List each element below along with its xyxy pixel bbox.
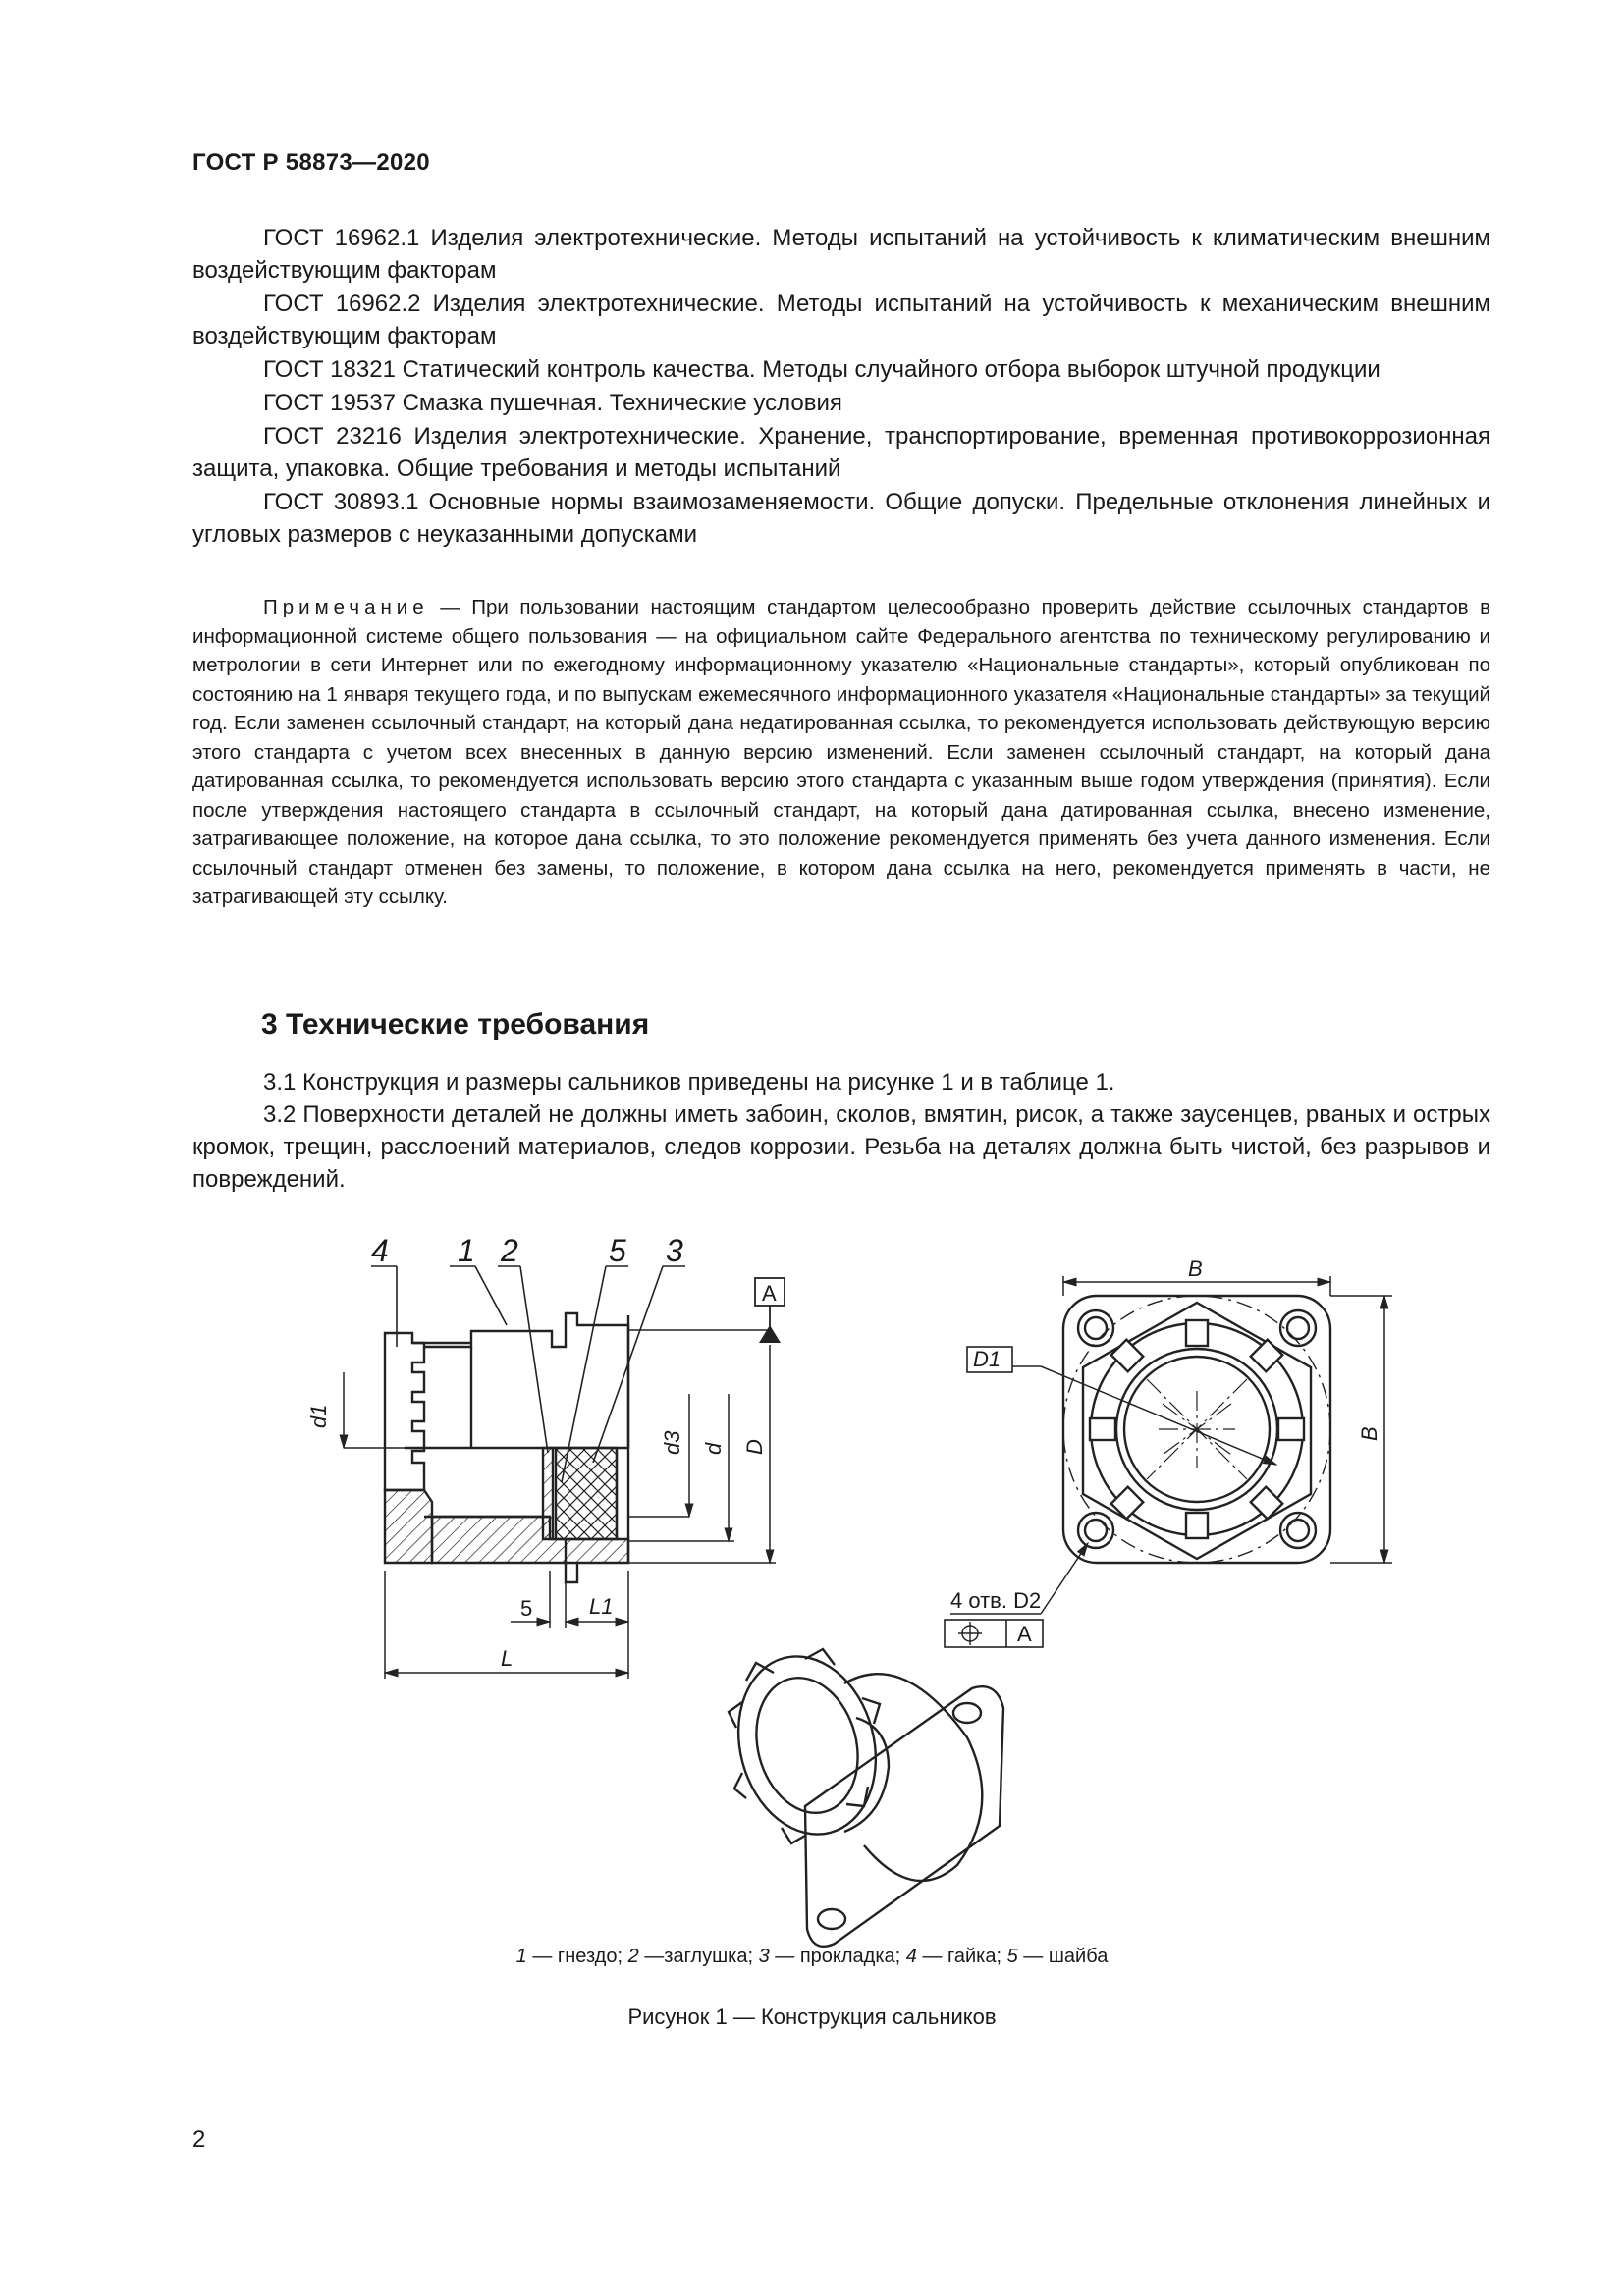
- front-view: [1063, 1296, 1330, 1563]
- isometric-view: [720, 1641, 1003, 1947]
- dim-5: 5: [520, 1596, 533, 1621]
- dim-B-top: B: [1188, 1256, 1203, 1281]
- note-text: — При пользовании настоящим стандартом целесообразно проверить действие ссылочных стандартов в информационной системе общего пользования — на официальном сайте Федерального агентства по техническому регулированию и метрологии в сети Интернет или по ежегодному информационному указателю «Национальные стандарты», который опубликован по состоянию на 1 января текущего года, и по выпускам ежемесячного информационного указателя «Национальные стандарты» за текущий год. Если заменен ссылочный стандарт, на который дана недатированная ссылка, то рекомендуется использовать действующую версию этого стандарта с учетом всех внесенных в данную версию изменений. Если заменен ссылочный стандарт, на который дана датированная ссылка, то рекомендуется использовать версию этого стандарта с указанным выше годом утверждения (принятия). Если после утверждения настоящего стандарта в ссылочный стандарт, на который дана датированная ссылка, внесено изменение, затрагивающее положение, на которое дана ссылка, то это положение рекомендуется применять без учета данного изменения. Если ссылочный стандарт отменен без замены, то положение, в котором дана ссылка на него, рекомендуется применять в части, не затрагивающей эту ссылку.: [192, 596, 1490, 908]
- figure-1-drawing: [0, 1217, 1624, 2002]
- figure-caption: Рисунок 1 — Конструкция сальников: [627, 2004, 997, 2029]
- paragraph-3-2: 3.2 Поверхности деталей не должны иметь забоин, сколов, вмятин, рисок, а также заусенцев, рваных и острых кромок, трещин, расслоений материалов, следов коррозии. Резьба на деталях должна быть чистой, без разрывов и повреждений.: [192, 1101, 1490, 1193]
- dim-D: D: [742, 1439, 767, 1455]
- reference-item: ГОСТ 16962.1 Изделия электротехнические. Методы испытаний на устойчивость к климатическим внешним воздействующим факторам: [192, 225, 1490, 284]
- legend-item: 3 — прокладка;: [758, 1946, 901, 1967]
- dim-L: L: [501, 1646, 514, 1671]
- figure-legend: [0, 1946, 1624, 1968]
- document-header: ГОСТ Р 58873—2020: [192, 149, 430, 176]
- page-number: 2: [192, 2126, 206, 2153]
- paragraph-3-1: 3.1 Конструкция и размеры сальников приведены на рисунке 1 и в таблице 1.: [263, 1069, 1115, 1095]
- dim-D1: D1: [973, 1347, 1001, 1371]
- legend-item: 4 — гайка;: [905, 1946, 1002, 1967]
- dim-d3: d3: [660, 1430, 684, 1455]
- reference-item: ГОСТ 30893.1 Основные нормы взаимозаменяемости. Общие допуски. Предельные отклонения линейных и угловых размеров с неуказанными допусками: [192, 489, 1490, 548]
- legend-item: 2 —заглушка;: [627, 1946, 754, 1967]
- reference-item: ГОСТ 23216 Изделия электротехнические. Хранение, транспортирование, временная противокоррозионная защита, упаковка. Общие требования и методы испытаний: [192, 423, 1490, 482]
- reference-item: ГОСТ 18321 Статический контроль качества. Методы случайного отбора выборок штучной продукции: [263, 356, 1380, 383]
- dim-D2-holes: 4 отв. D2: [950, 1588, 1042, 1613]
- dim-L1: L1: [589, 1594, 614, 1619]
- legend-item: 1 — гнездо;: [515, 1946, 623, 1967]
- datum-a: [628, 1278, 785, 1343]
- legend-item: 5 — шайба: [1006, 1946, 1109, 1967]
- side-section-view: [385, 1313, 628, 1582]
- callout-5: 5: [609, 1233, 626, 1268]
- datum-a-label: A: [762, 1281, 777, 1306]
- dim-d1: d1: [306, 1404, 331, 1428]
- note-label: Примечание: [263, 596, 429, 618]
- callout-1: 1: [458, 1233, 475, 1268]
- note-block: [192, 593, 1490, 912]
- callout-2: 2: [501, 1233, 518, 1268]
- callout-3: 3: [666, 1233, 683, 1268]
- reference-item: ГОСТ 19537 Смазка пушечная. Технические условия: [263, 390, 842, 416]
- section-heading: 3 Технические требования: [261, 1008, 650, 1041]
- callout-numbers: [371, 1233, 683, 1268]
- dimension-labels-front: [945, 1256, 1381, 1647]
- normative-references: [192, 222, 1490, 552]
- tolerance-datum-a: A: [1017, 1622, 1032, 1646]
- reference-item: ГОСТ 16962.2 Изделия электротехнические. Методы испытаний на устойчивость к механическим внешним воздействующим факторам: [192, 291, 1490, 349]
- section-body: [192, 1066, 1490, 1196]
- dim-B-right: B: [1357, 1426, 1381, 1441]
- dim-d: d: [701, 1442, 726, 1455]
- callout-4: 4: [371, 1233, 389, 1268]
